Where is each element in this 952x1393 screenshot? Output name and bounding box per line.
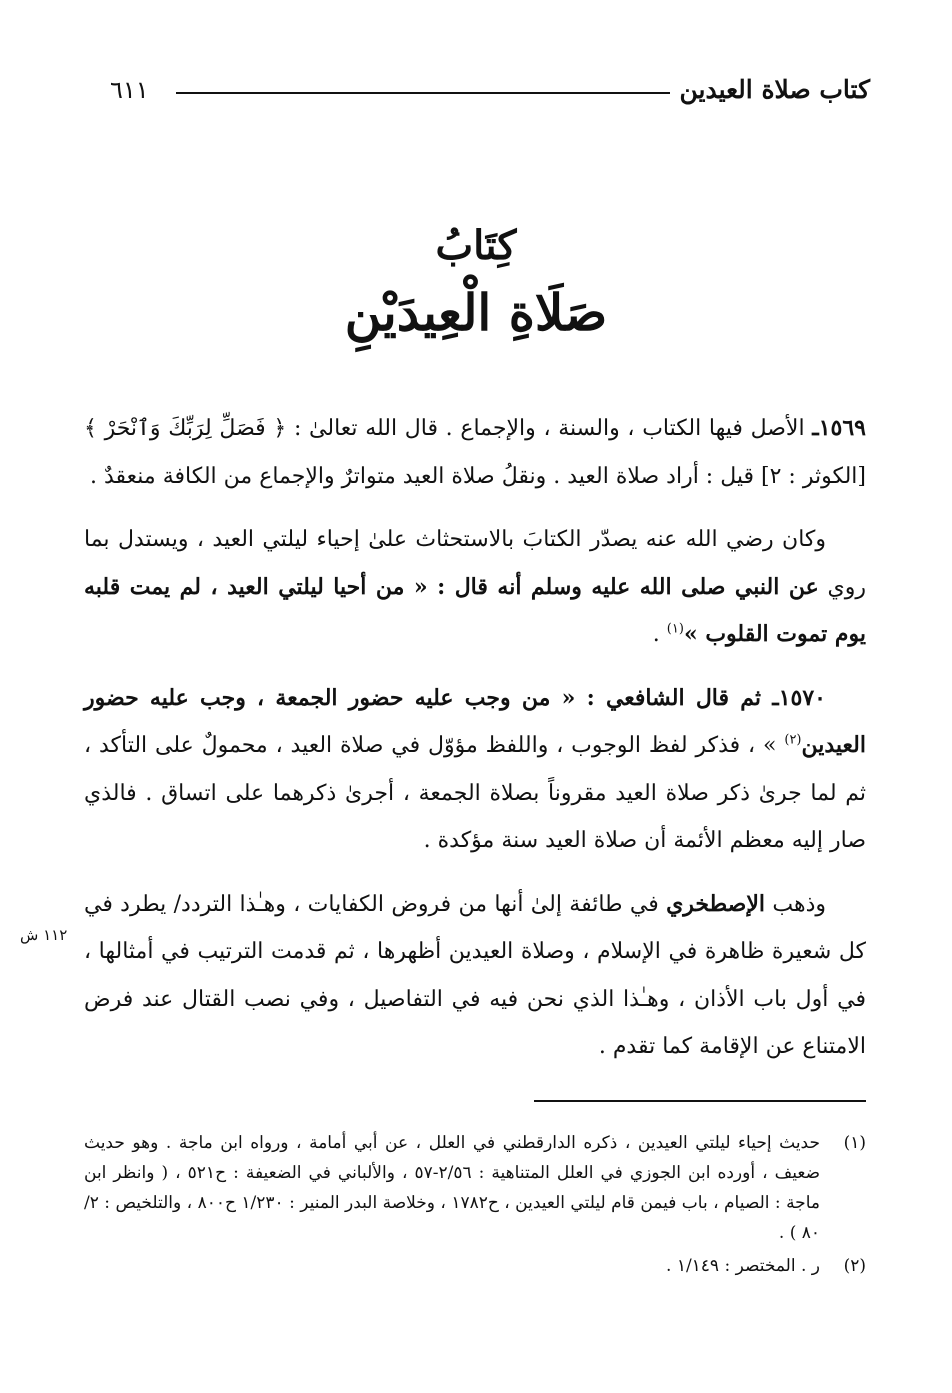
paragraph-text: في طائفة إلىٰ أنها من فروض الكفايات ، وهـٰذا التردد/ يطرد في كل شعيرة ظاهرة في الإسلام ، وصلاة العيدين أظهرها ، ثم قدمت الترتيب في أمثالها ، في أول باب الأذان ، وهـٰذا الذي نحن فيه في التفاصيل ، وفي نصب القتال عند فرض الامتناع عن الإقامة كما تقدم . xyxy=(84,891,866,1059)
chapter-heading xyxy=(0,215,952,349)
paragraph-1570 xyxy=(84,675,866,865)
footnote-text: ر . المختصر : ١/١٤٩ . xyxy=(666,1256,820,1276)
paragraph-istakhri xyxy=(84,881,866,1071)
footnote-number: (١) xyxy=(843,1133,866,1153)
paragraph-text: الأصل فيها الكتاب ، والسنة ، والإجماع . قال الله تعالىٰ : ﴿ فَصَلِّ لِرَبِّكَ وَٱنْحَرْ ﴾ [الكوثر : ٢] قيل : أراد صلاة العيد . ونقلُ صلاة العيد متواترٌ والإجماع من الكافة منعقدٌ . xyxy=(84,416,866,489)
footnote-text: حديث إحياء ليلتي العيدين ، ذكره الدارقطني في العلل ، عن أبي أمامة ، ورواه ابن ماجة . وهو حديث ضعيف ، أورده ابن الجوزي في العلل المتناهية : ٢/٥٦-٥٧ ، والألباني في الضعيفة : ح٥٢١ ، ( وانظر ابن ماجة : الصيام ، باب فيمن قام ليلتي العيدين ، ح١٧٨٢ ، وخلاصة البدر المنير : ١/٢٣٠ ح٨٠٠ ، والتلخيص : ٢/ ٨٠ ) . xyxy=(84,1133,820,1243)
paragraph-text: وكان رضي الله عنه يصدّر الكتابَ بالاستحثاث علىٰ إحياء ليلتي العيد ، ويستدل بما روي xyxy=(84,527,866,600)
paragraph-1569 xyxy=(84,405,866,500)
footnote-1 xyxy=(84,1128,866,1248)
paragraph-hadith xyxy=(84,516,866,659)
paragraph-number: ١٥٦٩ـ xyxy=(812,415,866,441)
header-rule xyxy=(176,92,670,94)
footnotes xyxy=(84,1128,866,1284)
paragraph-text: . xyxy=(652,622,667,647)
main-text xyxy=(84,405,866,1087)
shafii-quote: ثم قال الشافعي : « من وجب عليه حضور الجمعة ، وجب عليه حضور العيدين xyxy=(84,684,866,758)
manuscript-folio-note: ١١٢ ش xyxy=(20,926,68,944)
paragraph-text: » ، فذكر لفظ الوجوب ، واللفظ مؤوّل في صلاة العيد ، محمولٌ على التأكد ، ثم لما جرىٰ ذكر صلاة العيد مقروناً بصلاة الجمعة ، أجرىٰ ذكرهما على اتساق . فالذي صار إليه معظم الأئمة أن صلاة العيد سنة مؤكدة . xyxy=(84,733,866,853)
paragraph-text: وذهب xyxy=(765,891,826,917)
scholar-name: الإصطخري xyxy=(666,890,766,917)
footnote-ref-1[interactable]: (١) xyxy=(666,621,684,637)
paragraph-number: ١٥٧٠ـ xyxy=(772,684,826,711)
hadith-quote: عن النبي صلى الله عليه وسلم أنه قال : « من أحيا ليلتي العيد ، لم يمت قلبه يوم تموت القلوب » xyxy=(84,573,866,647)
chapter-heading-line1: كِتَابُ xyxy=(435,222,517,269)
running-header-title: كتاب صلاة العيدين xyxy=(679,75,870,104)
page-number: ٦١١ xyxy=(110,76,149,104)
footnote-separator xyxy=(534,1100,866,1102)
chapter-heading-line2: صَلَاةِ الْعِيدَيْنِ xyxy=(344,283,608,342)
footnote-ref-2[interactable]: (٢) xyxy=(784,732,802,748)
running-header xyxy=(110,72,870,112)
footnote-number: (٢) xyxy=(843,1256,866,1276)
footnote-2 xyxy=(84,1251,866,1281)
